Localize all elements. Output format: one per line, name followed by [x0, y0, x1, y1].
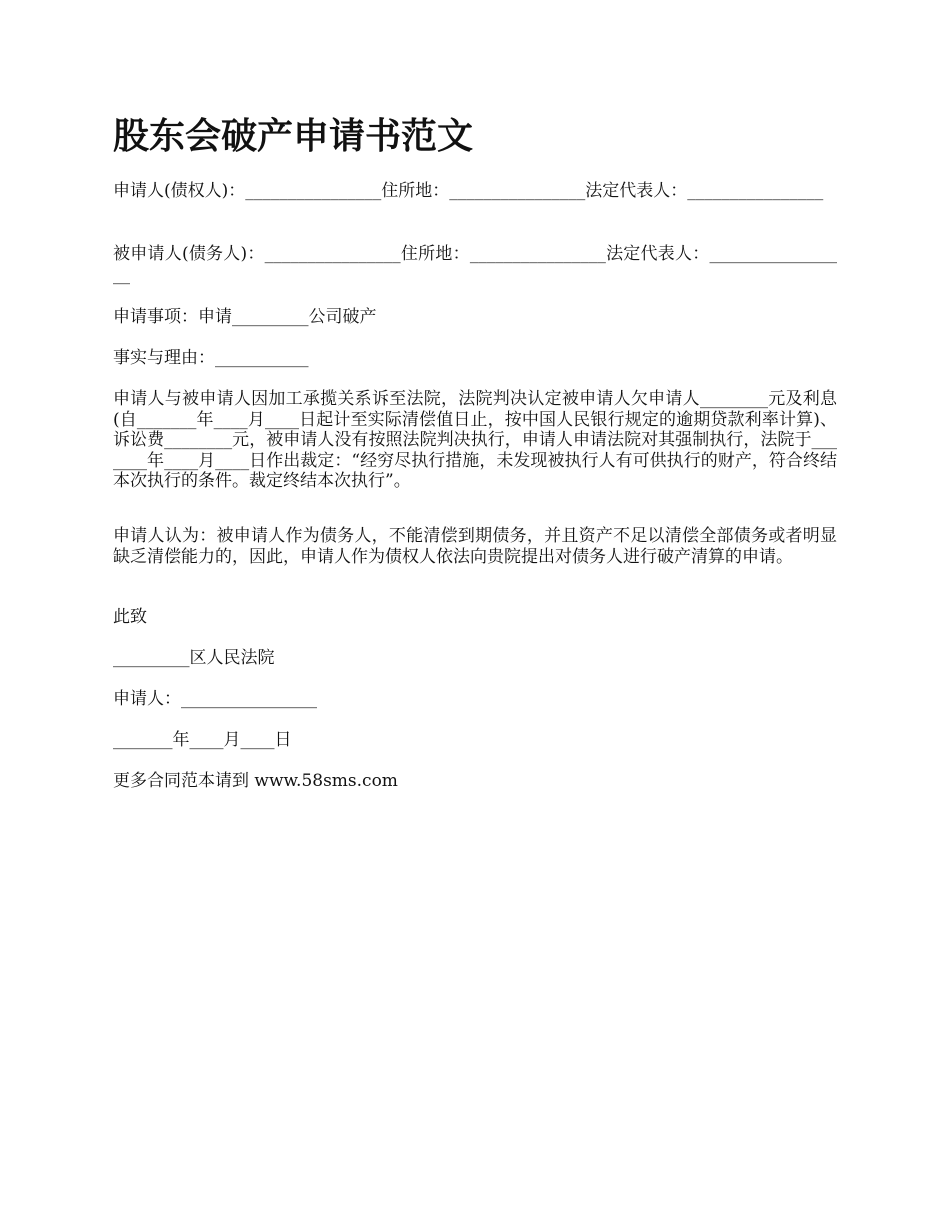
reason-paragraph: 申请人认为：被申请人作为债务人，不能清偿到期债务，并且资产不足以清偿全部债务或者明显缺乏清偿能力的，因此，申请人作为债权人依法向贵院提出对债务人进行破产清算的申请。	[113, 526, 837, 567]
facts-paragraph: 申请人与被申请人因加工承揽关系诉至法院，法院判决认定被申请人欠申请人________元及利息(自_______年____月____日起计至实际清偿值日止，按中国人民银行规定的逾期贷款利率计算)、诉讼费________元，被申请人没有按照法院判决执行，申请人申请法院对其强制执行，法院于_______年____月____日作出裁定：“经穷尽执行措施，未发现被执行人有可供执行的财产，符合终结本次执行的条件。裁定终结本次执行”。	[113, 389, 837, 491]
applicant-line: 申请人(债权人)：________________住所地：________________法定代表人：________________	[113, 181, 824, 201]
footer-link-text: 更多合同范本请到 www.58sms.com	[113, 771, 398, 791]
closing-line: 此致	[113, 607, 147, 627]
matter-line: 申请事项：申请_________公司破产	[113, 307, 377, 327]
respondent-line: 被申请人(债务人)：________________住所地：________________法定代表人：_________________	[113, 244, 837, 285]
date-line: _______年____月____日	[113, 730, 292, 750]
document-title: 股东会破产申请书范文	[113, 115, 474, 157]
signature-line: 申请人：________________	[113, 689, 317, 709]
facts-line: 事实与理由：___________	[113, 348, 309, 368]
court-line: _________区人民法院	[113, 648, 275, 668]
